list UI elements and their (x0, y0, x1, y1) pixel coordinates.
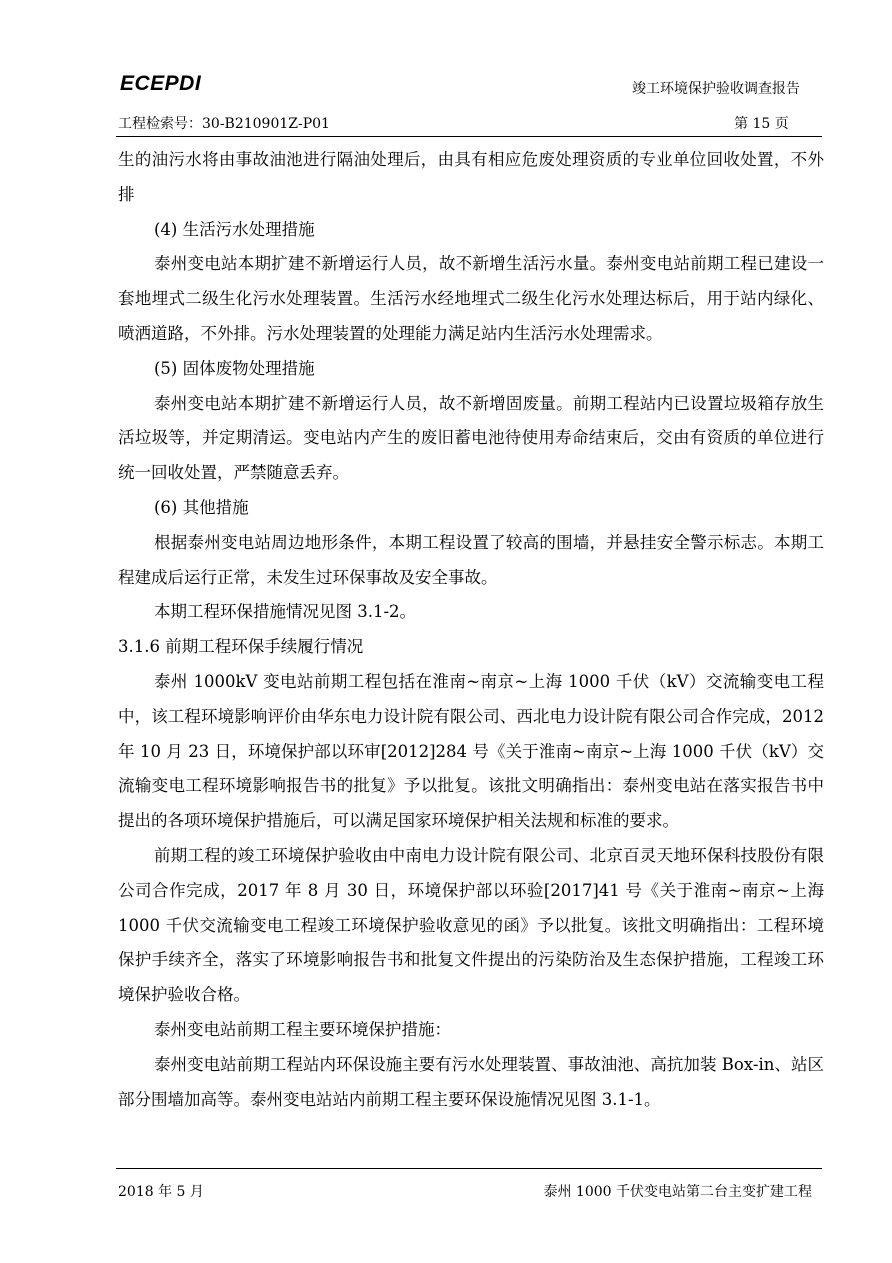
paragraph-other-measures: 根据泰州变电站周边地形条件，本期工程设置了较高的围墙，并悬挂安全警示标志。本期工程建成后运行正常，未发生过环保事故及安全事故。 (118, 532, 824, 587)
company-logo: ECEPDI (120, 72, 202, 95)
footer-date: 2018 年 5 月 (118, 1184, 204, 1200)
report-title: 竣工环境保护验收调查报告 (632, 81, 800, 97)
paragraph-domestic-sewage: 泰州变电站本期扩建不新增运行人员，故不新增生活污水量。泰州变电站前期工程已建设一套地埋式二级生化污水处理装置。生活污水经地埋式二级生化污水处理达标后，用于站内绿化、喷洒道路，不外排。污水处理装置的处理能力满足站内生活污水处理需求。 (118, 254, 824, 343)
body-text (118, 143, 824, 1117)
section-heading-3-1-6: 3.1.6 前期工程环保手续履行情况 (118, 637, 364, 657)
paragraph-main-measures-intro: 泰州变电站前期工程主要环境保护措施： (154, 1019, 451, 1039)
paragraph-continued: 生的油污水将由事故油池进行隔油处理后，由具有相应危废处理资质的专业单位回收处置，不外排 (118, 150, 824, 204)
paragraph-main-facilities: 泰州变电站前期工程站内环保设施主要有污水处理装置、事故油池、高抗加装 Box-in、站区部分围墙加高等。泰州变电站站内前期工程主要环保设施情况见图 3.1-1。 (118, 1054, 824, 1109)
paragraph-acceptance-approval: 前期工程的竣工环境保护验收由中南电力设计院有限公司、北京百灵天地环保科技股份有限公司合作完成，2017 年 8 月 30 日，环境保护部以环验[2017]41 号《关于淮南~南京~上海 1000 千伏交流输变电工程竣工环境保护验收意见的函》予以批复。该批文明确指出：工程环境保护手续齐全，落实了环境影响报告书和批复文件提出的污染防治及生态保护措施，工程竣工环境保护验收合格。 (118, 845, 824, 1005)
page-number: 第 15 页 (734, 116, 789, 132)
paragraph-eia-approval: 泰州 1000kV 变电站前期工程包括在淮南~南京~上海 1000 千伏（kV）交流输变电工程中，该工程环境影响评价由华东电力设计院有限公司、西北电力设计院有限公司合作完成，2012 年 10 月 23 日，环境保护部以环审[2012]284 号《关于淮南~南京~上海 1000 千伏（kV）交流输变电工程环境影响报告书的批复》予以批复。该批文明确指出：泰州变电站在落实报告书中提出的各项环境保护措施后，可以满足国家环境保护相关法规和标准的要求。 (118, 671, 824, 831)
retrieval-number: 工程检索号：30-B210901Z-P01 (118, 116, 330, 132)
subheading-other-measures: (6) 其他措施 (154, 497, 249, 517)
footer-project-name: 泰州 1000 千伏变电站第二台主变扩建工程 (543, 1184, 812, 1200)
subheading-solid-waste: (5) 固体废物处理措施 (154, 358, 315, 378)
footer-divider (116, 1168, 822, 1169)
subheading-domestic-sewage: (4) 生活污水处理措施 (154, 219, 315, 239)
paragraph-solid-waste: 泰州变电站本期扩建不新增运行人员，故不新增固废量。前期工程站内已设置垃圾箱存放生活垃圾等，并定期清运。变电站内产生的废旧蓄电池待使用寿命结束后，交由有资质的单位进行统一回收处置，严禁随意丢弃。 (118, 393, 824, 483)
paragraph-figure-reference: 本期工程环保措施情况见图 3.1-2。 (154, 602, 417, 622)
header-divider (116, 136, 822, 137)
